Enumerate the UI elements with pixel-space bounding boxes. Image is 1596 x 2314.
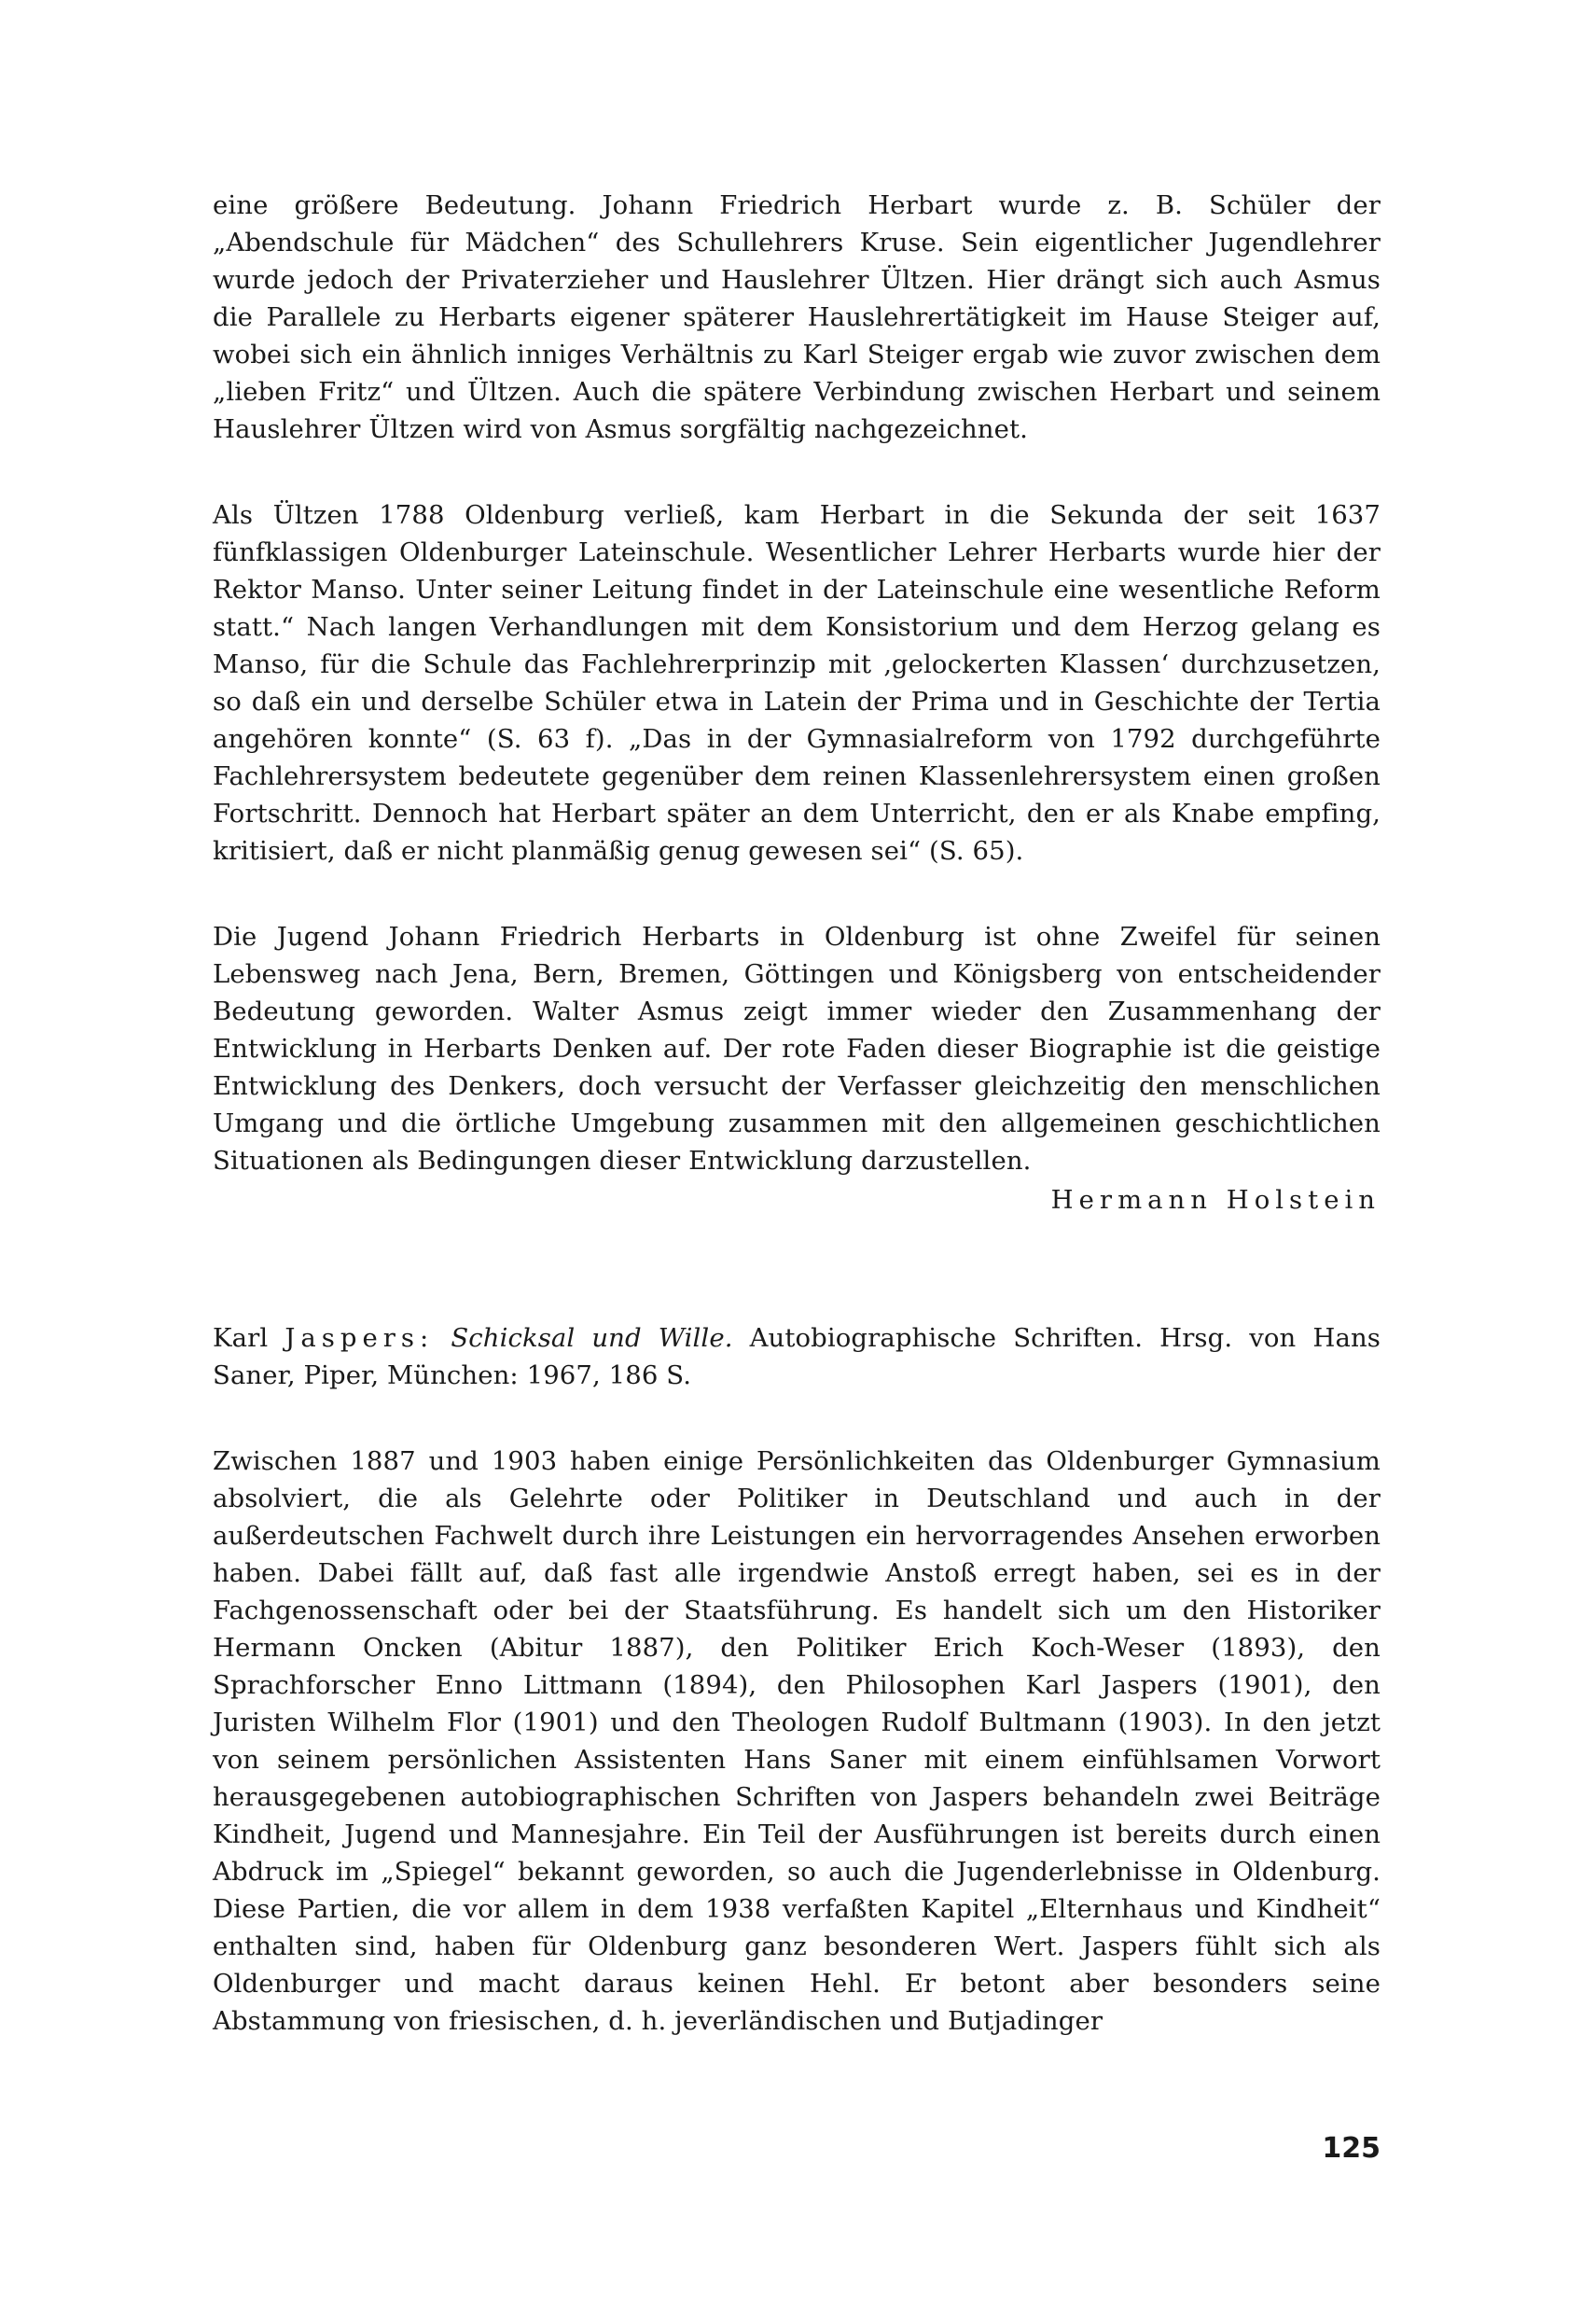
reviewer-signature: Hermann Holstein — [1050, 1185, 1381, 1215]
book-title: Schicksal und Wille. — [451, 1323, 733, 1353]
review-heading — [213, 1319, 1381, 1394]
author-first-name: Karl — [213, 1323, 269, 1353]
paragraph-herbart-youth: eine größere Bedeutung. Johann Friedrich Herbart wurde z. B. Schüler der „Abendschule für Mädchen“ des Schullehrers Kruse. Sein eigentlicher Jugendlehrer wurde jedoch der Privaterzieher und Hauslehrer Ültzen. Hier drängt sich auch Asmus die Parallele zu Herbarts eigener späterer Hauslehrertätigkeit im Hause Steiger auf, wobei sich ein ähnlich inniges Verhältnis zu Karl Steiger ergab wie zuvor zwischen dem „lieben Fritz“ und Ültzen. Auch die spätere Verbindung zwischen Herbart und seinem Hauslehrer Ültzen wird von Asmus sorgfältig nachgezeichnet. — [213, 190, 1381, 444]
paragraph-jaspers-review: Zwischen 1887 und 1903 haben einige Persönlichkeiten das Oldenburger Gymnasium absolviert, die als Gelehrte oder Politiker in Deutschland und auch in der außerdeutschen Fachwelt durch ihre Leistungen ein hervorragendes Ansehen erworben haben. Dabei fällt auf, daß fast alle irgendwie Anstoß erregt haben, sei es in der Fachgenossenschaft oder bei der Staatsführung. Es handelt sich um den Historiker Hermann Oncken (Abitur 1887), den Politiker Erich Koch-Weser (1893), den Sprachforscher Enno Littmann (1894), den Philosophen Karl Jaspers (1901), den Juristen Wilhelm Flor (1901) und den Theologen Rudolf Bultmann (1903). In den jetzt von seinem persönlichen Assistenten Hans Saner mit einem einfühlsamen Vorwort herausgegebenen autobiographischen Schriften von Jaspers behandeln zwei Beiträge Kindheit, Jugend und Mannesjahre. Ein Teil der Ausführungen ist bereits durch einen Abdruck im „Spiegel“ bekannt geworden, so auch die Jugenderlebnisse in Oldenburg. Diese Partien, die vor allem in dem 1938 verfaßten Kapitel „Elternhaus und Kindheit“ enthalten sind, haben für Oldenburg ganz besonderen Wert. Jaspers fühlt sich als Oldenburger und macht daraus keinen Hehl. Er betont aber besonders seine Abstammung von friesischen, d. h. jeverländischen und Butjadinger — [213, 1446, 1381, 2036]
text-column — [213, 187, 1381, 2040]
paragraph-lateinschule: Als Ültzen 1788 Oldenburg verließ, kam Herbart in die Sekunda der seit 1637 fünfklassigen Oldenburger Lateinschule. Wesentlicher Lehrer Herbarts wurde hier der Rektor Manso. Unter seiner Leitung findet in der Lateinschule eine wesentliche Reform statt.“ Nach langen Verhandlungen mit dem Konsistorium und dem Herzog gelang es Manso, für die Schule das Fachlehrerprinzip mit ‚gelockerten Klassen‘ durchzusetzen, so daß ein und derselbe Schüler etwa in Latein der Prima und in Geschichte der Tertia angehören konnte“ (S. 63 f). „Das in der Gymnasialreform von 1792 durchgeführte Fachlehrersystem bedeutete gegenüber dem reinen Klassenlehrersystem einen großen Fortschritt. Dennoch hat Herbart später an dem Unterricht, den er als Knabe empfing, kritisiert, daß er nicht planmäßig genug gewesen sei“ (S. 65). — [213, 500, 1381, 866]
book-details: Autobiographische Schriften. Hrsg. von Hans Saner, Piper, München: 1967, 186 S. — [213, 1323, 1381, 1390]
page-number: 125 — [1322, 2132, 1381, 2165]
paragraph-conclusion: Die Jugend Johann Friedrich Herbarts in Oldenburg ist ohne Zweifel für seinen Lebensweg nach Jena, Bern, Bremen, Göttingen und Königsberg von entscheidender Bedeutung geworden. Walter Asmus zeigt immer wieder den Zusammenhang der Entwicklung in Herbarts Denken auf. Der rote Faden dieser Biographie ist die geistige Entwicklung des Denkers, doch versucht der Verfasser gleichzeitig den menschlichen Umgang und die örtliche Umgebung zusammen mit den allgemeinen geschichtlichen Situationen als Bedingungen dieser Entwicklung darzustellen. — [213, 922, 1381, 1176]
author-last-name: Jaspers: — [285, 1323, 435, 1353]
